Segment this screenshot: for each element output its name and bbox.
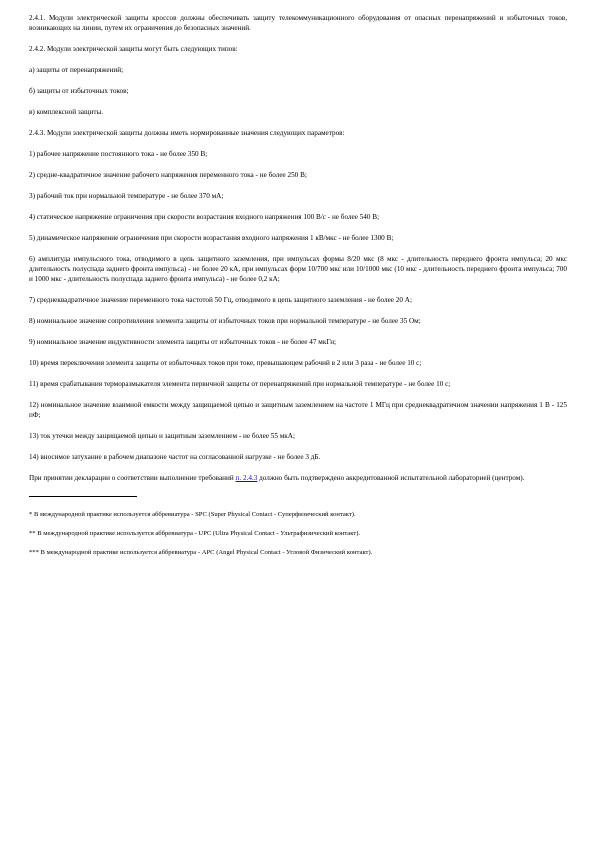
- parameter-item-6: 6) амплитуда импульсного тока, отводимого в цепь защитного заземления, при импульсах формы 8/20 мкс (8 мкс - длительность переднего фронта импульса; 20 мкс длительность полуспада заднего фронта импульса) - не более 20 кА, при импульсах форм 10/700 мкс или 10/1000 мкс (10 мкс - длительность переднего фронта импульса; 700 и 1000 мкс - длительность полуспада заднего фронта импульса) - не более 0,2 кА;: [29, 255, 567, 283]
- footnote-spc: * В международной практике используется аббревиатура - SPC (Super Physical Contact - Суперфизический контакт).: [29, 511, 356, 518]
- paragraph-2-4-1: 2.4.1. Модули электрической защиты кроссов должны обеспечивать защиту телекоммуникационного оборудования от опасных перенапряжений и избыточных токов, возникающих на линии, путем их ограничения до безопасных значений.: [29, 14, 567, 32]
- parameter-item-12: 12) номинальное значение взаимной емкости между защищаемой цепью и защитным заземлением на частоте 1 МГц при среднеквадратичном значении напряжения 1 В - 125 пФ;: [29, 401, 567, 419]
- footnote-divider: [29, 496, 137, 497]
- list-item-c: в) комплексной защиты.: [29, 108, 104, 116]
- parameter-item-2: 2) средне-квадратичное значение рабочего напряжения переменного тока - не более 250 В;: [29, 171, 307, 179]
- footnote-apc: *** В международной практике используется аббревиатура - APC (Angel Physical Contact - Угловой Физический контакт).: [29, 549, 373, 556]
- parameter-item-4: 4) статическое напряжение ограничения при скорости возрастания входного напряжения 100 В/с - не более 540 В;: [29, 213, 380, 221]
- parameter-item-5: 5) динамическое напряжение ограничения при скорости возрастания входного напряжения 1 кВ/мкс - не более 1300 В;: [29, 234, 394, 242]
- parameter-item-3: 3) рабочий ток при нормальной температуре - не более 370 мА;: [29, 192, 224, 200]
- parameter-item-8: 8) номинальное значение сопротивления элемента защиты от избыточных токов при нормальной температуре - не более 35 Ом;: [29, 317, 421, 325]
- parameter-item-10: 10) время переключения элемента защиты от избыточных токов при токе, превышающем рабочий в 2 или 3 раза - не более 10 с;: [29, 359, 422, 367]
- document-body: [29, 13, 567, 567]
- declaration-paragraph: [29, 473, 567, 483]
- paragraph-2-4-2: 2.4.2. Модули электрической защиты могут быть следующих типов:: [29, 45, 238, 53]
- paragraph-2-4-3: 2.4.3. Модули электрической защиты должны иметь нормированные значения следующих параметров:: [29, 129, 345, 137]
- parameter-item-9: 9) номинальное значение индуктивности элемента защиты от избыточных токов - не более 47 мкГн;: [29, 338, 337, 346]
- declaration-text-before: При принятии декларации о соответствии выполнение требований: [29, 474, 236, 482]
- parameter-item-13: 13) ток утечки между защищаемой цепью и защитным заземлением - не более 55 мкА;: [29, 432, 295, 440]
- parameter-item-14: 14) вносимое затухание в рабочем диапазоне частот на согласованной нагрузке - не более 3 дБ.: [29, 453, 321, 461]
- clause-2-4-3-link[interactable]: п. 2.4.3: [235, 474, 258, 482]
- parameter-item-7: 7) среднеквадратичное значение переменного тока частотой 50 Гц, отводимого в цепь защитного заземления - не более 20 А;: [29, 296, 412, 304]
- declaration-text-after: должно быть подтверждено аккредитованной испытательной лабораторией (центром).: [257, 474, 525, 482]
- list-item-a: а) защиты от перенапряжений;: [29, 66, 124, 74]
- footnote-upc: ** В международной практике используется аббревиатура - UPC (Ultra Physical Contact - Ультрафизический контакт).: [29, 530, 361, 537]
- list-item-b: б) защиты от избыточных токов;: [29, 87, 129, 95]
- parameter-item-11: 11) время срабатывания терморазмыкателя элемента первичной защиты от перенапряжений при нормальной температуре - не более 10 с;: [29, 380, 451, 388]
- parameter-item-1: 1) рабочее напряжение постоянного тока - не более 350 В;: [29, 150, 208, 158]
